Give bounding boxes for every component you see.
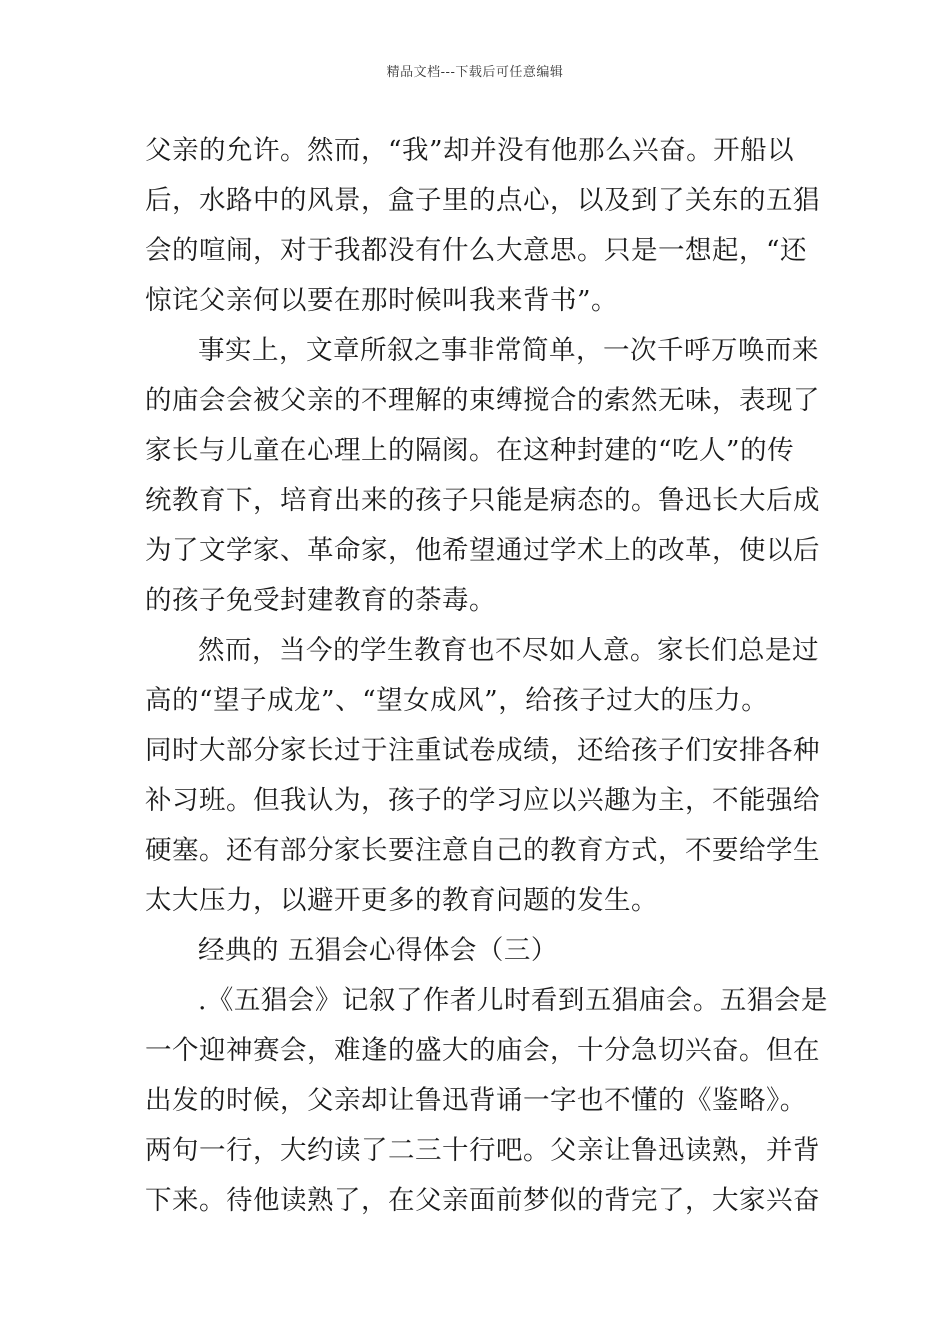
text-line: 下来。待他读熟了，在父亲面前梦似的背完了，大家兴奋 [145, 1185, 820, 1216]
text-line: 出发的时候，父亲却让鲁迅背诵一字也不懂的《鉴略》。 [145, 1085, 807, 1116]
text-line: 高的“望子成龙”、“望女成风”，给孩子过大的压力。 [145, 685, 769, 716]
text-line: 会的喧闹，对于我都没有什么大意思。只是一想起，“还 [145, 235, 808, 266]
text-line: 的孩子免受封建教育的荼毒。 [145, 585, 496, 616]
text-line: 然而，当今的学生教育也不尽如人意。家长们总是过 [198, 635, 819, 666]
text-line: 同时大部分家长过于注重试卷成绩，还给孩子们安排各种 [145, 735, 820, 766]
text-line: 惊诧父亲何以要在那时候叫我来背书”。 [145, 285, 619, 316]
text-line: 家长与儿童在心理上的隔阂。在这种封建的“吃人”的传 [145, 435, 795, 466]
text-line: 的庙会会被父亲的不理解的束缚搅合的索然无味，表现了 [145, 385, 820, 416]
text-line: 太大压力，以避开更多的教育问题的发生。 [145, 885, 658, 916]
document-body [145, 126, 828, 1226]
text-line: 硬塞。还有部分家长要注意自己的教育方式，不要给学生 [145, 835, 820, 866]
page-header: 精品文档---下载后可任意编辑 [386, 65, 564, 80]
text-line: 父亲的允许。然而，“我”却并没有他那么兴奋。开船以 [145, 135, 795, 166]
text-line: 经典的 五猖会心得体会（三） [198, 935, 558, 966]
text-line: 统教育下，培育出来的孩子只能是病态的。鲁迅长大后成 [145, 485, 820, 516]
text-line: .《五猖会》记叙了作者儿时看到五猖庙会。五猖会是 [198, 985, 828, 1016]
text-line: 后，水路中的风景，盒子里的点心，以及到了关东的五猖 [145, 185, 820, 216]
text-line: 一个迎神赛会，难逢的盛大的庙会，十分急切兴奋。但在 [145, 1035, 820, 1066]
text-line: 补习班。但我认为，孩子的学习应以兴趣为主，不能强给 [145, 785, 820, 816]
text-line: 两句一行，大约读了二三十行吧。父亲让鲁迅读熟，并背 [145, 1135, 820, 1166]
text-line: 事实上，文章所叙之事非常简单，一次千呼万唤而来 [198, 335, 819, 366]
text-line: 为了文学家、革命家，他希望通过学术上的改革，使以后 [145, 535, 820, 566]
